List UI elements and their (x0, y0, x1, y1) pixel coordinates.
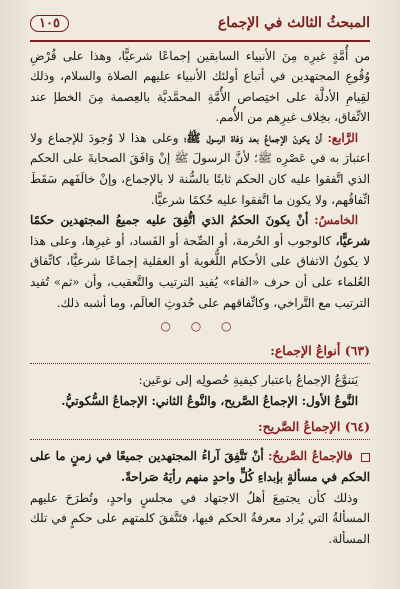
condition-5-label: الخامسُ: (314, 213, 358, 228)
heading-underline (30, 363, 370, 364)
heading-explicit-ijma: (٦٤) الإجماعُ الصَّريح: (258, 419, 370, 435)
paragraph-explicit-example: وذلك كأن يجتمِعَ أهلُ الاجتهاد في مجلسٍ واحدٍ، وتُطرَحَ عليهم المسألةُ التي يُراد معرفةُ الحكم فيها، فتَتَّفقَ كلمتهم على حكمٍ في تلك المسألة. (30, 490, 370, 546)
heading-types-of-ijma: (٦٣) أنواعُ الإجماع: (270, 343, 370, 359)
condition-4-statement: أنْ يكونَ الإجماعُ بعد وَفاة الرسول ﷺ؛ (183, 130, 322, 145)
square-bullet-icon (361, 453, 370, 462)
paragraph-condition-5 (30, 210, 370, 313)
page-number: ١٠٥ (30, 15, 69, 32)
paragraph-1: من أُمَّةٍ غيرِه مِنَ الأنبياء السابقين إجماعًا شرعيًّا، وهذا على قُرْضِ وُقُوعِ المجتهدين في أتباع أولئك الأنبياء عليهم الصلاة والسلام، وذلك لقِيامِ الأدلَّة على اختِصاص الأُمَّةِ المحمَّديَّة بالعِصمة مِنَ الخطإ عند الاتِّفاق، بخِلاف غيرِهم من الأُمم. (30, 48, 370, 125)
running-title: المبحثُ الثالث في الإجماع (217, 15, 370, 31)
paragraph-types-intro: يَتنوَّعُ الإجماعُ باعتبار كيفيةِ حُصولِه إلى نوعَين: (138, 373, 358, 388)
paragraph-condition-4 (30, 128, 370, 210)
condition-4-text: وعلى هذا لا وُجودَ للإجماع ولا اعتبارَ به في عَصْرِه ﷺ؛ لأنَّ الرسولَ ﷺ إنْ وَافَقَ الصحابةَ على الحكم الذي اتَّفقوا عليه كان الحكم ثابتًا بالسُّنة لا بالإجماع، وإنْ خالَفَهم سَقَطَ اتِّفاقُهم، ولا يكون ما اتَّفقوا عليه حُكمًا شرعيًّا. (30, 130, 370, 207)
condition-5-statement: أنْ يكونَ الحكمُ الذي اتُّفِقَ عليه جميعُ المجتهدين حكمًا شرعيًّا، (30, 213, 370, 248)
heading-underline-2 (30, 439, 370, 440)
explicit-definition-text: أنْ تَتَّفِقَ آراءُ المجتهدين جميعًا في زمنٍ ما على الحكم في مسألةٍ بإبداءِ كُلٍّ واحدٍ منهم رأيَهُ صَراحةً. (30, 449, 370, 484)
page-header (30, 8, 370, 38)
paragraph-types-list: النَّوعُ الأول: الإجماعُ الصَّريح، والنَّوعُ الثاني: الإجماعُ السُّكوتيُّ. (61, 393, 358, 408)
section-separator: ○ ○ ○ (160, 319, 240, 334)
condition-5-text: كالوجوب أو الحُرمة، أو الصِّحة أو الفَساد، أو غيرِها، وعلى هذا لا يكونُ الاتفاق على الأحكام اللُّغوية أو العقلية إجماعًا شرعيًّا، كاتِّفاق العُلماء على أن حرف «الفاء» يُفيد الترتيب والتَّعقيب، وأن «ثم» تُفيد الترتيب مع التَّراخي، وكاتِّفاقهم على حُدوثِ العالَم، وما أشبه ذلك. (30, 233, 370, 310)
paragraph-explicit-definition (30, 446, 370, 487)
header-rule (30, 40, 370, 42)
condition-4-label: الرَّابع: (327, 130, 359, 145)
explicit-definition-label: فالإجماعُ الصَّريحُ: (268, 449, 353, 464)
